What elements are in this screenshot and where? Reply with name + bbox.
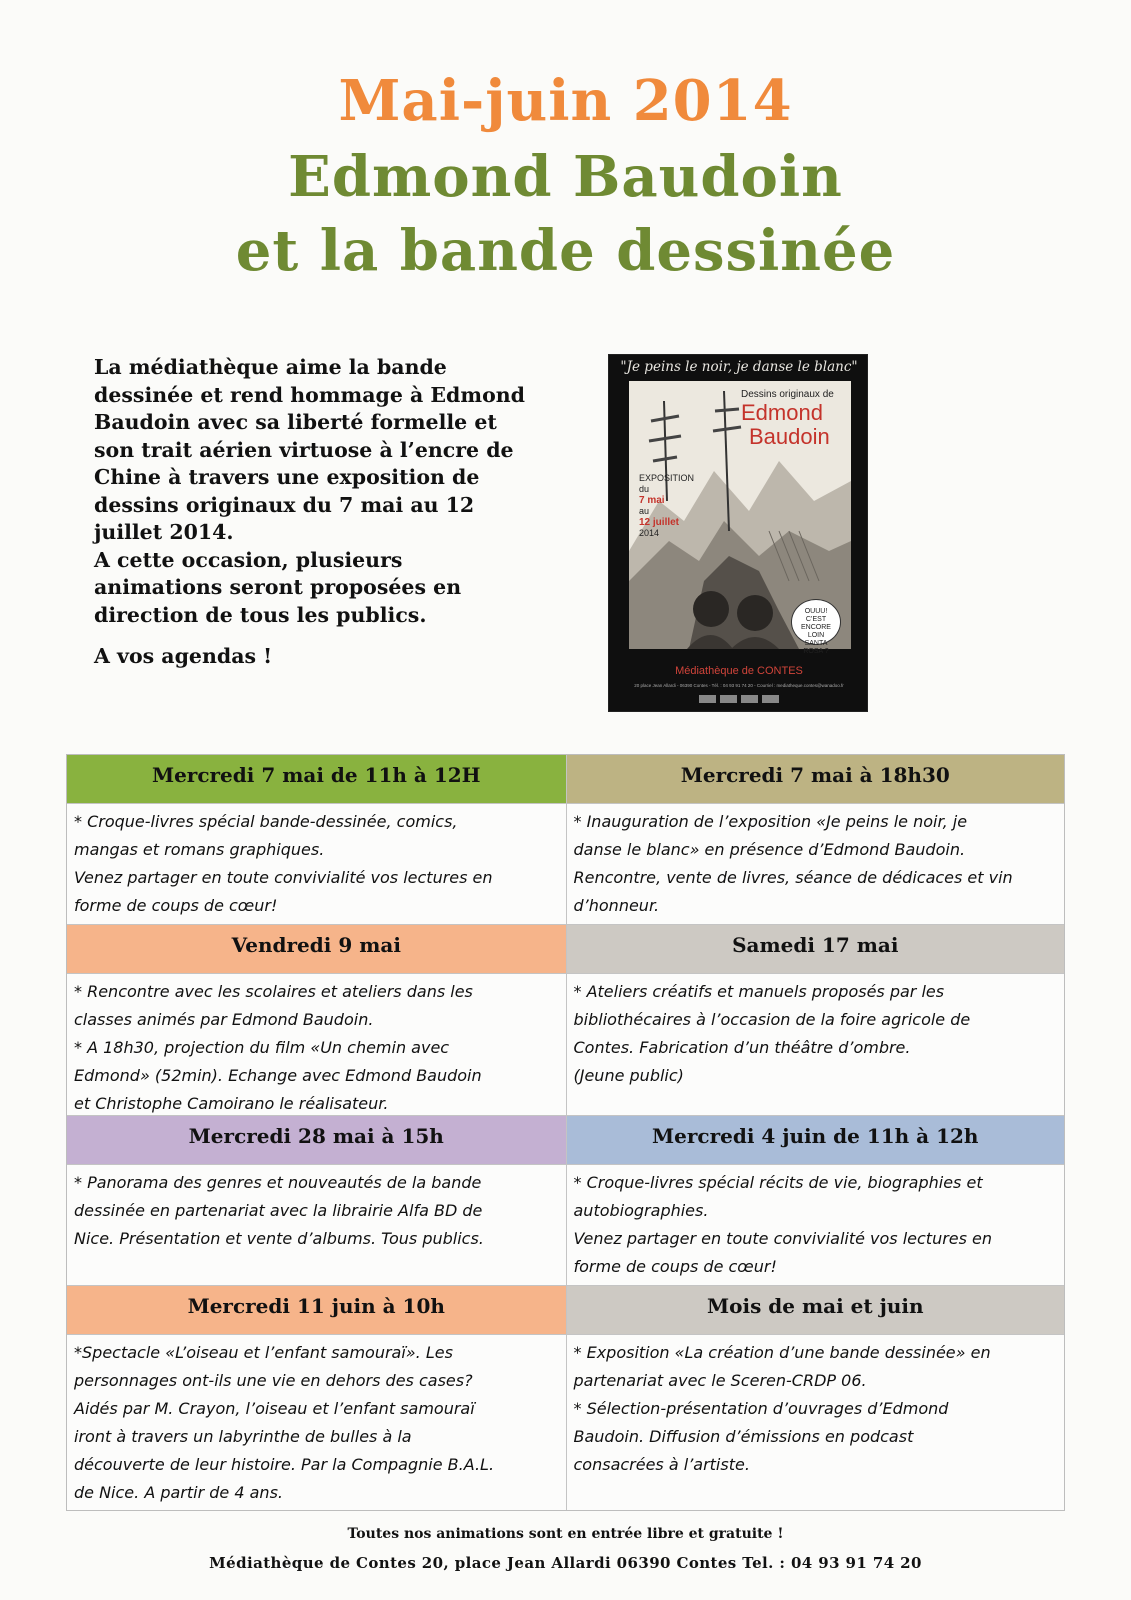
event-line: personnages ont-ils une vie en dehors des cases?	[74, 1371, 473, 1390]
event-line: Aidés par M. Crayon, l’oiseau et l’enfant samouraï	[74, 1399, 475, 1418]
event-line: * Panorama des genres et nouveautés de la bande	[74, 1173, 482, 1192]
event-title: Mercredi 7 mai à 18h30	[567, 755, 1065, 803]
event-line: Contes. Fabrication d’un théâtre d’ombre.	[573, 1038, 911, 1057]
footer-address: Médiathèque de Contes 20, place Jean Allardi 06390 Contes Tel. : 04 93 91 74 20	[209, 1554, 922, 1572]
event-line: * A 18h30, projection du film «Un chemin avec	[74, 1038, 450, 1057]
intro-line: dessins originaux du 7 mai au 12	[94, 492, 475, 517]
event-line: Rencontre, vente de livres, séance de dédicaces et vin	[573, 868, 1013, 887]
event-title: Mercredi 28 mai à 15h	[67, 1116, 566, 1164]
intro-line: direction de tous les publics.	[94, 602, 427, 627]
intro-text	[94, 354, 564, 671]
title-artist: Edmond Baudoin	[288, 144, 843, 210]
intro-line: juillet 2014.	[94, 520, 234, 544]
poster-artwork	[629, 381, 851, 655]
intro-line: La médiathèque aime la bande	[94, 355, 447, 379]
event-line: forme de coups de cœur!	[74, 896, 278, 915]
bubble-line: C’EST ENCORE	[801, 616, 831, 631]
event-line: d’honneur.	[573, 896, 660, 915]
poster-subtitle: Dessins originaux de	[741, 389, 834, 400]
event-cell	[67, 1286, 566, 1510]
event-cell	[566, 755, 1065, 925]
event-title: Mercredi 11 juin à 10h	[67, 1286, 566, 1334]
event-line: bibliothécaires à l’occasion de la foire agricole de	[573, 1010, 971, 1029]
event-line: classes animés par Edmond Baudoin.	[74, 1010, 374, 1029]
event-line: dessinée en partenariat avec la librairie Alfa BD de	[74, 1201, 483, 1220]
event-line: * Croque-livres spécial bande-dessinée, comics,	[74, 812, 458, 831]
poster-date-line: au	[639, 506, 650, 516]
event-line: iront à travers un labyrinthe de bulles à la	[74, 1427, 412, 1446]
poster-date-line: 7 mai	[639, 495, 665, 506]
bubble-line: OUUU!	[804, 608, 828, 615]
bubble-line: SANTA	[804, 640, 828, 647]
events-row	[67, 1116, 1064, 1286]
title-theme: et la bande dessinée	[235, 218, 896, 284]
event-line: * Croque-livres spécial récits de vie, biographies et	[573, 1173, 983, 1192]
event-line: * Exposition «La création d’une bande dessinée» en	[573, 1343, 991, 1362]
event-line: consacrées à l’artiste.	[573, 1455, 750, 1474]
event-line: * Ateliers créatifs et manuels proposés par les	[573, 982, 945, 1001]
bubble-line: ROSA ?	[803, 648, 829, 655]
poster-date-line: 2014	[639, 528, 660, 538]
event-line: * Sélection-présentation d’ouvrages d’Edmond	[573, 1399, 949, 1418]
event-cell	[566, 1286, 1065, 1510]
intro-line: Chine à travers une exposition de	[94, 465, 480, 489]
event-line: Venez partager en toute convivialité vos lectures en	[573, 1229, 993, 1248]
event-description	[567, 803, 1065, 925]
footer-free-entry: Toutes nos animations sont en entrée libre et gratuite !	[347, 1526, 784, 1542]
events-row	[67, 755, 1064, 925]
event-line: Venez partager en toute convivialité vos lectures en	[74, 868, 493, 887]
bubble-line: LOIN	[807, 632, 825, 639]
event-line: danse le blanc» en présence d’Edmond Baudoin.	[573, 840, 966, 859]
event-description	[67, 1164, 566, 1286]
poster-date-line: 12 juillet	[639, 517, 680, 528]
speech-bubble	[791, 599, 841, 655]
event-line: découverte de leur histoire. Par la Compagnie B.A.L.	[74, 1455, 495, 1474]
poster-venue: Médiathèque de CONTES	[675, 665, 803, 677]
poster-address: 20 place Jean Allardi - 06390 Contes - Tél. : 04 93 91 74 20 - Courriel : mediatheque.contes@wanadoo.fr	[634, 683, 844, 688]
poster-sponsor-logos	[699, 695, 779, 703]
event-title: Mois de mai et juin	[567, 1286, 1065, 1334]
event-line: partenariat avec le Sceren-CRDP 06.	[573, 1371, 867, 1390]
event-cell	[67, 1116, 566, 1286]
intro-line: animations seront proposées en	[94, 575, 462, 599]
event-cell	[566, 925, 1065, 1116]
poster-date-line: EXPOSITION	[639, 473, 695, 483]
event-line: Nice. Présentation et vente d’albums. Tous publics.	[74, 1229, 484, 1248]
event-line: Edmond» (52min). Echange avec Edmond Baudoin	[74, 1066, 482, 1085]
event-cell	[566, 1116, 1065, 1286]
event-line: * Rencontre avec les scolaires et ateliers dans les	[74, 982, 473, 1001]
intro-agenda: A vos agendas !	[94, 644, 273, 668]
intro-line: dessinée et rend hommage à Edmond	[94, 382, 525, 407]
poster-name-last: Baudoin	[749, 424, 830, 449]
event-description	[567, 973, 1065, 1116]
event-line: Baudoin. Diffusion d’émissions en podcast	[573, 1427, 914, 1446]
events-row	[67, 925, 1064, 1116]
event-description	[567, 1334, 1065, 1510]
intro-line: Baudoin avec sa liberté formelle et	[94, 410, 497, 434]
event-line: de Nice. A partir de 4 ans.	[74, 1483, 283, 1502]
title-dates: Mai-juin 2014	[338, 68, 793, 134]
event-line: *Spectacle «L’oiseau et l’enfant samouraï». Les	[74, 1343, 453, 1362]
event-description	[67, 803, 566, 925]
poster-name-first: Edmond	[741, 400, 823, 425]
event-cell	[67, 925, 566, 1116]
event-title: Samedi 17 mai	[567, 925, 1065, 973]
events-row	[67, 1286, 1064, 1510]
events-table	[66, 754, 1065, 1511]
exhibition-poster	[608, 354, 868, 712]
event-description	[67, 1334, 566, 1510]
poster-date-line: du	[639, 484, 650, 494]
intro-line: A cette occasion, plusieurs	[94, 547, 403, 572]
event-title: Vendredi 9 mai	[67, 925, 566, 973]
event-line: forme de coups de cœur!	[573, 1257, 777, 1276]
event-description	[67, 973, 566, 1116]
event-line: autobiographies.	[573, 1201, 709, 1220]
event-title: Mercredi 7 mai de 11h à 12H	[67, 755, 566, 803]
event-description	[567, 1164, 1065, 1286]
event-line: et Christophe Camoirano le réalisateur.	[74, 1094, 389, 1113]
poster-quote: "Je peins le noir, je danse le blanc"	[620, 359, 858, 375]
event-line: (Jeune public)	[573, 1066, 684, 1085]
intro-line: son trait aérien virtuose à l’encre de	[94, 437, 514, 462]
event-line: mangas et romans graphiques.	[74, 840, 325, 859]
poster-dates	[639, 473, 694, 539]
event-cell	[67, 755, 566, 925]
event-title: Mercredi 4 juin de 11h à 12h	[567, 1116, 1065, 1164]
event-line: * Inauguration de l’exposition «Je peins le noir, je	[573, 812, 968, 831]
